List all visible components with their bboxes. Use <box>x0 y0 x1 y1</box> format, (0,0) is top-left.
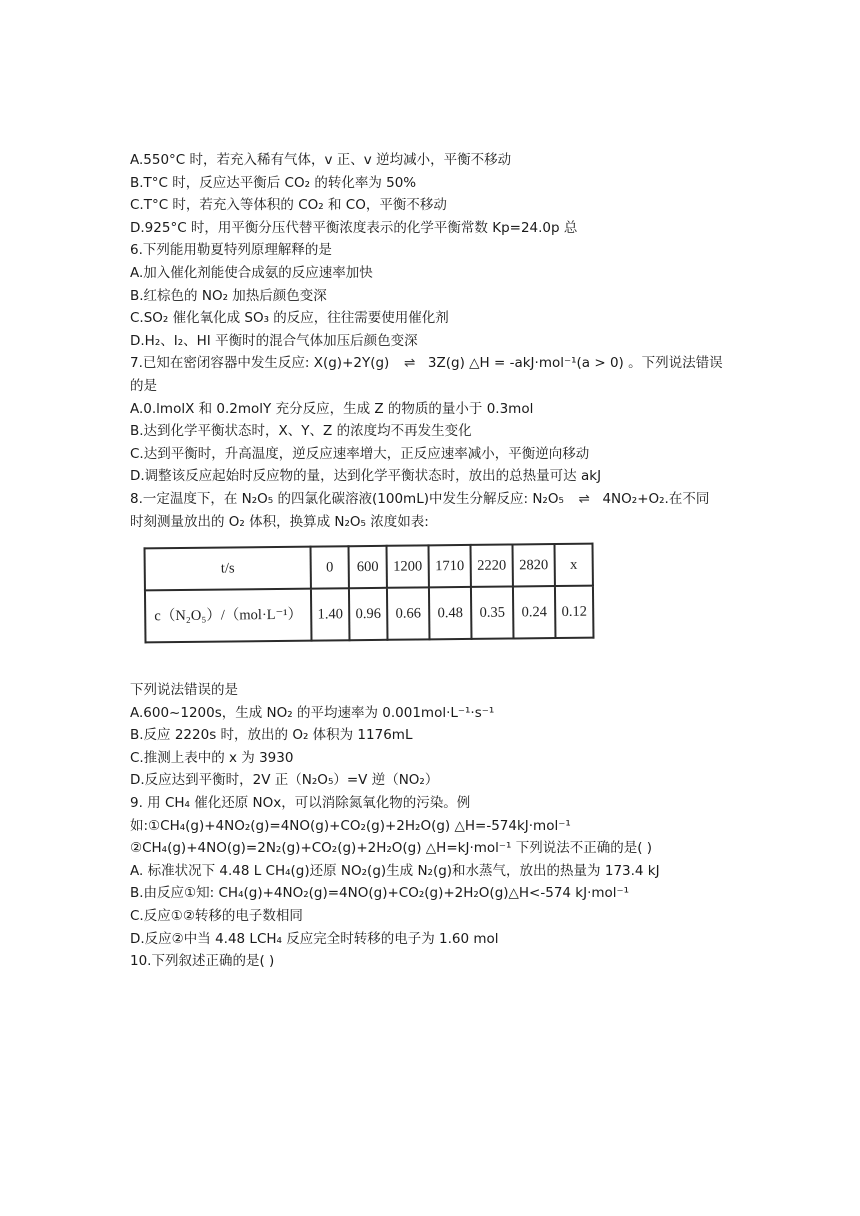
text-line: 下列说法错误的是 <box>130 682 238 699</box>
text-line: 如:①CH₄(g)+4NO₂(g)=4NO(g)+CO₂(g)+2H₂O(g) △H=-574kJ·mol⁻¹ <box>130 817 571 834</box>
text-line: A.0.lmolX 和 0.2molY 充分反应，生成 Z 的物质的量小于 0.3mol <box>130 400 534 417</box>
text-line: 的是 <box>130 377 157 394</box>
text-line: D.H₂、I₂、HI 平衡时的混合气体加压后颜色变深 <box>130 332 418 349</box>
text-line: ②CH₄(g)+4NO(g)=2N₂(g)+CO₂(g)+2H₂O(g) △H=kJ·mol⁻¹ 下列说法不正确的是( ) <box>130 840 653 857</box>
text-span: 8.一定温度下，在 N₂O₅ 的四氯化碳溶液(100mL)中发生分解反应: N₂O₅ <box>130 490 564 507</box>
text-line: C.反应①②转移的电子数相同 <box>130 908 303 925</box>
text-line: 6.下列能用勒夏特列原理解释的是 <box>130 242 332 259</box>
concentration-table <box>144 543 595 644</box>
text-span: 3Z(g) △H = -akJ·mol⁻¹(a > 0) 。下列说法错误 <box>427 355 723 372</box>
text-line: C.SO₂ 催化氧化成 SO₃ 的反应，往往需要使用催化剂 <box>130 310 449 327</box>
text-line: B.红棕色的 NO₂ 加热后颜色变深 <box>130 287 327 304</box>
table-cell: x <box>554 544 592 586</box>
text-line: 时刻测量放出的 O₂ 体积，换算成 N₂O₅ 浓度如表: <box>130 513 429 530</box>
concentration-table-block <box>130 537 740 673</box>
text-line: C.推测上表中的 x 为 3930 <box>130 749 294 766</box>
table-cell: 1710 <box>429 545 471 587</box>
text-line: B.达到化学平衡状态时，X、Y、Z 的浓度均不再发生变化 <box>130 423 472 440</box>
text-line: B.T°C 时，反应达平衡后 CO₂ 的转化率为 50% <box>130 174 417 191</box>
text-line: A.600~1200s，生成 NO₂ 的平均速率为 0.001mol·L⁻¹·s⁻¹ <box>130 704 495 721</box>
text-line: B.反应 2220s 时，放出的 O₂ 体积为 1176mL <box>130 727 413 744</box>
table-header-cell: c（N₂O₅）/（mol·L⁻¹） <box>145 589 312 643</box>
table-row <box>145 544 593 591</box>
table-cell: 1.40 <box>311 588 350 640</box>
text-line: A. 标准状况下 4.48 L CH₄(g)还原 NO₂(g)生成 N₂(g)和水蒸气，放出的热量为 173.4 kJ <box>130 862 660 879</box>
equilibrium-arrow-icon: ⇌ <box>403 355 414 372</box>
table-cell: 0.66 <box>387 587 430 639</box>
text-line: C.T°C 时，若充入等体积的 CO₂ 和 CO，平衡不移动 <box>130 197 447 214</box>
text-span: 7.已知在密闭容器中发生反应: X(g)+2Y(g) <box>130 355 390 372</box>
text-line: A.550°C 时，若充入稀有气体，v 正、v 逆均减小，平衡不移动 <box>130 152 512 168</box>
table-cell: 0.96 <box>349 588 388 640</box>
equilibrium-arrow-icon: ⇌ <box>578 490 588 507</box>
table-cell: 1200 <box>387 545 429 587</box>
table-cell: 2820 <box>512 544 554 586</box>
table-cell: 0.24 <box>513 586 556 638</box>
text-line: B.由反应①知: CH₄(g)+4NO₂(g)=4NO(g)+CO₂(g)+2H₂O(g)△H<-574 kJ·mol⁻¹ <box>130 885 630 902</box>
table-cell: 600 <box>349 546 387 588</box>
text-span: 4NO₂+O₂.在不同 <box>602 490 710 507</box>
text-line: D.调整该反应起始时反应物的量，达到化学平衡状态时，放出的总热量可达 akJ <box>130 468 602 485</box>
text-line: 9. 用 CH₄ 催化还原 NOx，可以消除氮氧化物的污染。例 <box>130 795 471 812</box>
table-cell: 2220 <box>471 545 513 587</box>
text-line: 10.下列叙述正确的是( ) <box>130 953 275 970</box>
text-line: D.反应②中当 4.48 LCH₄ 反应完全时转移的电子为 1.60 mol <box>130 930 499 947</box>
question-7-stem <box>130 352 740 375</box>
table-cell: 0.12 <box>555 586 594 638</box>
table-header-cell: t/s <box>145 547 311 591</box>
text-line: C.达到平衡时，升高温度，逆反应速率增大，正反应速率减小，平衡逆向移动 <box>130 445 590 462</box>
question-8-stem <box>130 488 740 511</box>
question-text <box>130 149 740 973</box>
table-cell: 0 <box>311 546 349 588</box>
text-line: A.加入催化剂能使合成氨的反应速率加快 <box>130 264 373 281</box>
table-cell: 0.48 <box>429 587 472 639</box>
text-line: D.反应达到平衡时，2V 正（N₂O₅）=V 逆（NO₂） <box>130 772 439 789</box>
table-row <box>145 586 594 643</box>
text-line: D.925°C 时，用平衡分压代替平衡浓度表示的化学平衡常数 Kp=24.0p 总 <box>130 219 578 236</box>
table-cell: 0.35 <box>471 587 514 639</box>
